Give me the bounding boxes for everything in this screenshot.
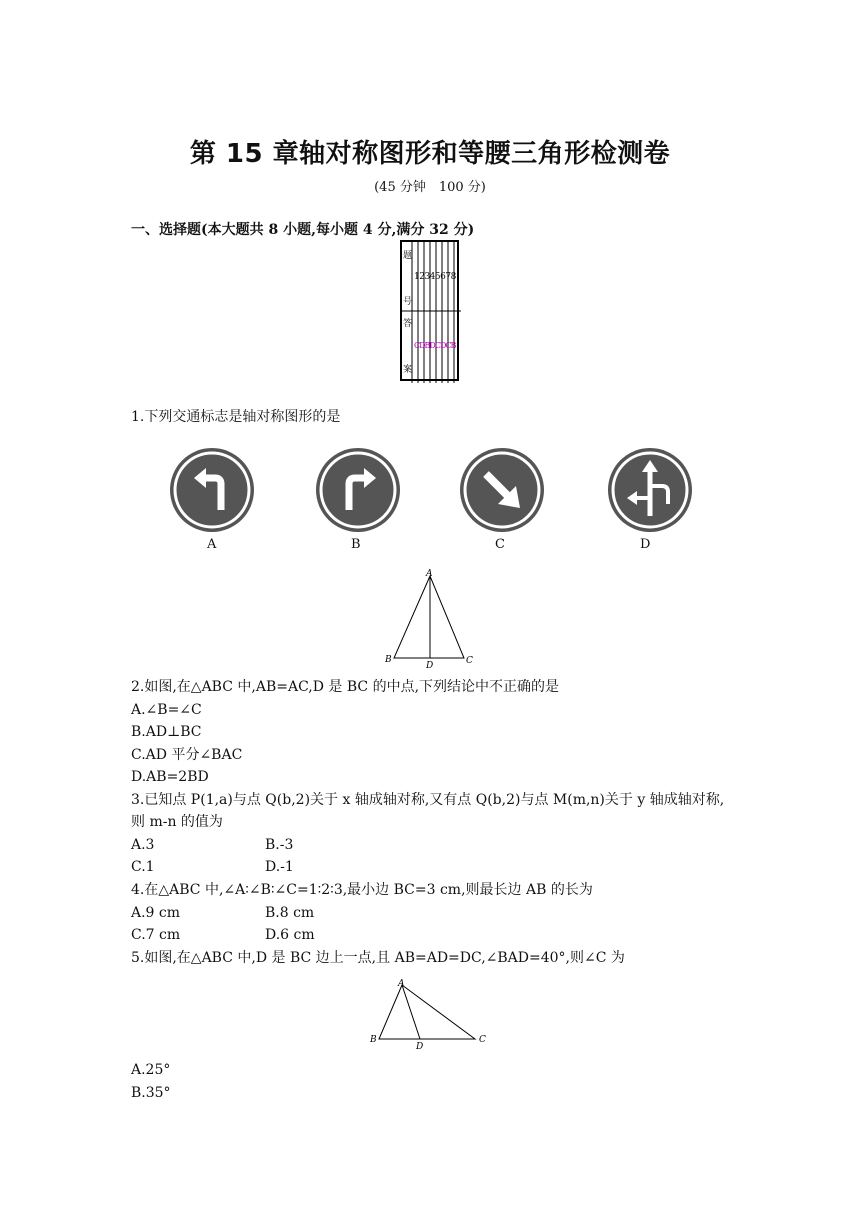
q4-option-c: C.7 cm [131,927,181,943]
q3-stem-line2: 则 m-n 的值为 [131,814,223,830]
q2-option-b: B.AD⊥BC [131,724,202,740]
isosceles-triangle-figure [380,566,480,672]
answer-table-label-2b: 案 [403,365,413,375]
q5-option-b: B.35° [131,1085,171,1101]
q4-option-a: A.9 cm [131,905,181,921]
fig2-label-b: B [370,1035,377,1045]
q1-option-b: B [351,537,361,552]
q4-stem: 4.在△ABC 中,∠A∶∠B∶∠C=1∶2∶3,最小边 BC=3 cm,则最长边 AB 的长为 [131,882,593,898]
fig1-label-a: A [426,569,433,579]
section-heading: 一、选择题(本大题共 8 小题,每小题 4 分,满分 32 分) [131,222,475,238]
q2-option-c: C.AD 平分∠BAC [131,747,243,763]
fig2-label-c: C [479,1035,486,1045]
answer-table [400,240,459,381]
fig1-label-c: C [466,656,473,666]
q3-option-d: D.-1 [265,859,294,875]
page-title: 第 15 章轴对称图形和等腰三角形检测卷 [189,139,671,169]
q1-option-d: D [640,537,651,552]
q1-option-a: A [207,537,217,552]
q5-option-a: A.25° [131,1062,171,1078]
answer-table-numbers: 12345678 [414,272,456,282]
fig1-label-b: B [385,655,392,665]
q3-option-c: C.1 [131,859,155,875]
fig2-label-d: D [416,1042,424,1052]
fig1-label-d: D [426,661,434,671]
q5-stem: 5.如图,在△ABC 中,D 是 BC 边上一点,且 AB=AD=DC,∠BAD=40°,则∠C 为 [131,950,625,966]
q2-option-d: D.AB=2BD [131,769,209,785]
down-right-arrow-sign-icon [458,446,546,534]
q2-option-a: A.∠B=∠C [131,702,202,718]
q4-option-b: B.8 cm [265,905,315,921]
fig2-label-a: A [398,979,405,989]
q2-stem: 2.如图,在△ABC 中,AB=AC,D 是 BC 的中点,下列结论中不正确的是 [131,679,560,695]
triangle-abd-figure [365,975,495,1053]
q3-stem-line1: 3.已知点 P(1,a)与点 Q(b,2)关于 x 轴成轴对称,又有点 Q(b,2)与点 M(m,n)关于 y 轴成轴对称, [131,792,725,808]
left-and-straight-sign-icon [606,446,694,534]
q1-stem: 1.下列交通标志是轴对称图形的是 [131,409,341,425]
turn-right-sign-icon [314,446,402,534]
answer-table-label-1b: 号 [403,297,413,307]
answer-table-answers: CDBDCDCB [414,341,456,350]
page-subtitle: (45 分钟 100 分) [374,180,486,195]
answer-table-label-2a: 答 [403,319,413,329]
q1-option-c: C [495,537,505,552]
q4-option-d: D.6 cm [265,927,315,943]
answer-table-label-1a: 题 [403,251,413,261]
q3-option-a: A.3 [131,837,155,853]
q3-option-b: B.-3 [265,837,294,853]
turn-left-sign-icon [168,446,256,534]
